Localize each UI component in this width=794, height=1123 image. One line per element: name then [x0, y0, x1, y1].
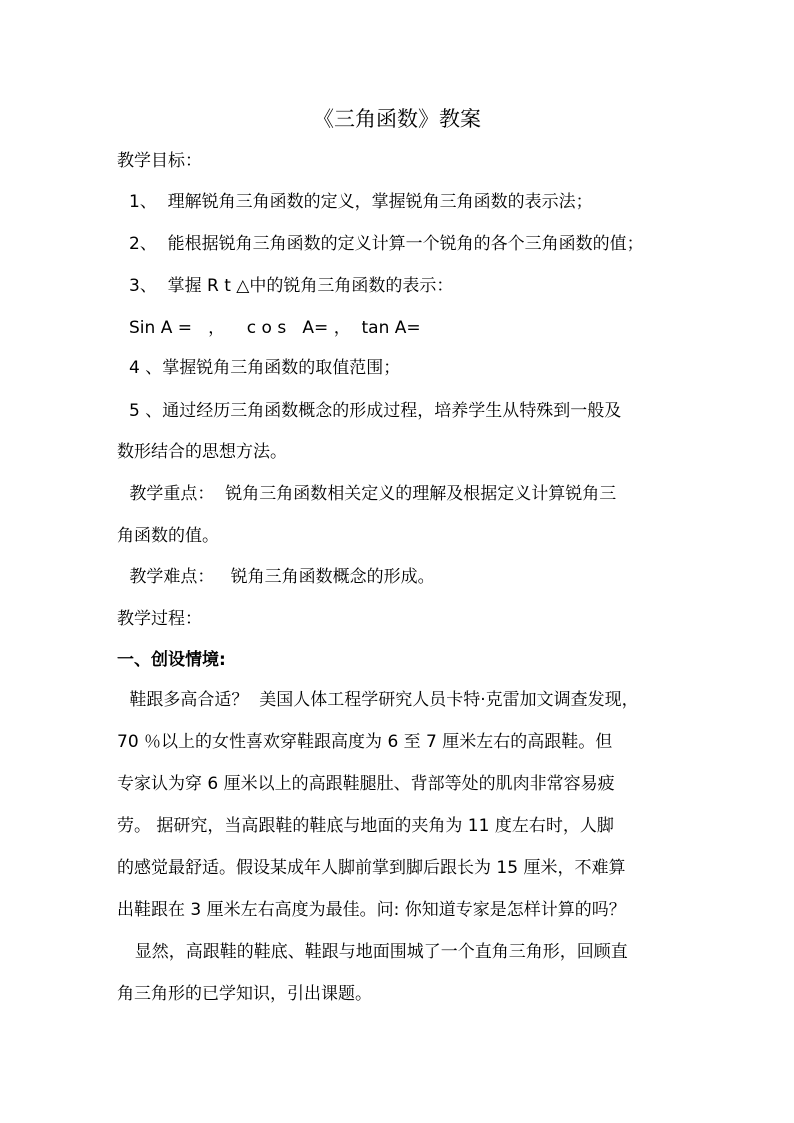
paragraph-line: 劳。 据研究，当高跟鞋的鞋底与地面的夹角为 11 度左右时，人脚 [117, 816, 614, 836]
objective-item: 2、 能根据锐角三角函数的定义计算一个锐角的各个三角函数的值； [129, 234, 644, 254]
paragraph-line: 70 ％以上的女性喜欢穿鞋跟高度为 6 至 7 厘米左右的高跟鞋。但 [117, 732, 613, 752]
paragraph-line: 显然，高跟鞋的鞋底、鞋跟与地面围城了一个直角三角形，回顾直 [124, 942, 628, 962]
paragraph-line: 鞋跟多高合适？ 美国人体工程学研究人员卡特·克雷加文调查发现， [124, 690, 639, 710]
objectives-heading: 教学目标： [117, 151, 202, 171]
objective-item: 4 、掌握锐角三角函数的取值范围； [129, 358, 401, 378]
objective-item: 5 、通过经历三角函数概念的形成过程，培养学生从特殊到一般及 [129, 401, 622, 421]
difficulty-line: 教学难点： 锐角三角函数概念的形成。 [124, 567, 435, 587]
objective-item: 1、 理解锐角三角函数的定义，掌握锐角三角函数的表示法； [129, 192, 593, 212]
objective-item: 3、 掌握 R t △中的锐角三角函数的表示： [129, 276, 454, 296]
key-points-line: 角函数的值。 [117, 526, 219, 546]
paragraph-line: 专家认为穿 6 厘米以上的高跟鞋腿肚、背部等处的肌肉非常容易疲 [117, 774, 615, 794]
formula-line: Sin A = ， c o s A= ， tan A= [129, 318, 421, 338]
key-points-line: 教学重点： 锐角三角函数相关定义的理解及根据定义计算锐角三 [124, 484, 617, 504]
objective-item-continuation: 数形结合的思想方法。 [117, 442, 287, 462]
paragraph-line: 的感觉最舒适。假设某成年人脚前掌到脚后跟长为 15 厘米，不难算 [117, 858, 626, 878]
process-heading: 教学过程： [117, 609, 202, 629]
paragraph-line: 出鞋跟在 3 厘米左右高度为最佳。问: 你知道专家是怎样计算的吗？ [117, 900, 626, 920]
section-heading: 一、创设情境: [117, 650, 226, 670]
document-title: 《三角函数》教案 [313, 107, 481, 131]
paragraph-line: 角三角形的已学知识，引出课题。 [117, 984, 372, 1004]
